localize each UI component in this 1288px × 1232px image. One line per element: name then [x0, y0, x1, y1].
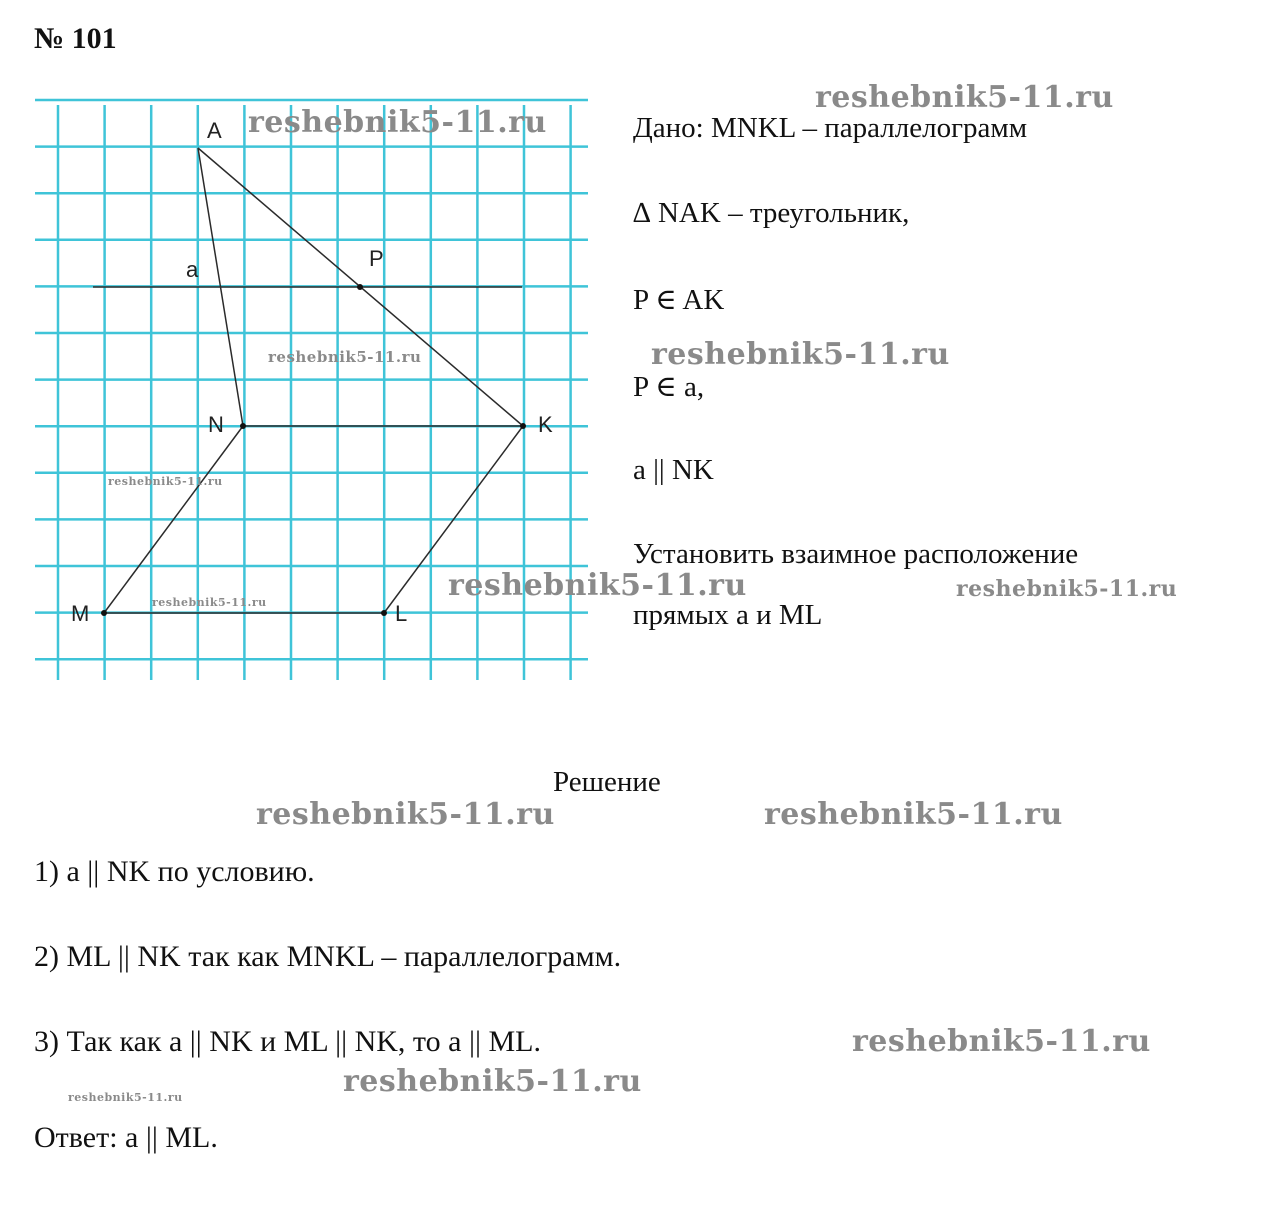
watermark: reshebnik5-11.ru	[343, 1064, 642, 1099]
watermark: reshebnik5-11.ru	[651, 337, 950, 372]
label-a: a	[186, 257, 199, 282]
given-line: a || NK	[633, 454, 714, 486]
given-line: прямых а и ML	[633, 599, 823, 631]
watermark: reshebnik5-11.ru	[268, 348, 422, 366]
solution-step: 1) a || NK по условию.	[34, 855, 315, 888]
point-N	[240, 423, 246, 429]
answer: Ответ: a || ML.	[34, 1121, 218, 1154]
point-P	[357, 284, 363, 290]
watermark: reshebnik5-11.ru	[956, 576, 1178, 602]
point-M	[101, 610, 107, 616]
watermark: reshebnik5-11.ru	[852, 1024, 1151, 1059]
label-N: N	[208, 412, 224, 437]
watermark: reshebnik5-11.ru	[448, 568, 747, 603]
given-line: P ∈ AK	[633, 284, 725, 316]
figure-lines	[93, 148, 526, 616]
given-line: ∆ NAK – треугольник,	[633, 197, 910, 229]
watermark: reshebnik5-11.ru	[248, 105, 547, 140]
watermark: reshebnik5-11.ru	[815, 80, 1114, 115]
given-line: P ∈ a,	[633, 371, 705, 403]
problem-number: № 101	[34, 22, 117, 55]
solution-title: Решение	[553, 766, 661, 798]
label-K: K	[538, 412, 553, 437]
label-M: M	[71, 601, 90, 626]
label-P: P	[369, 246, 384, 271]
point-K	[520, 423, 526, 429]
point-L	[381, 610, 387, 616]
watermark: reshebnik5-11.ru	[68, 1091, 183, 1104]
given-line: Установить взаимное расположение	[633, 538, 1079, 570]
watermark: reshebnik5-11.ru	[764, 797, 1063, 832]
watermark: reshebnik5-11.ru	[152, 596, 267, 609]
watermark: reshebnik5-11.ru	[108, 475, 223, 488]
given-line: Дано: MNKL – параллелограмм	[633, 112, 1028, 144]
solution-step: 3) Так как a || NK и ML || NK, то a || ML.	[34, 1025, 541, 1058]
label-A: A	[207, 118, 222, 143]
watermark: reshebnik5-11.ru	[256, 797, 555, 832]
label-L: L	[395, 601, 408, 626]
solution-step: 2) ML || NK так как MNKL – параллелограмм.	[34, 940, 622, 973]
